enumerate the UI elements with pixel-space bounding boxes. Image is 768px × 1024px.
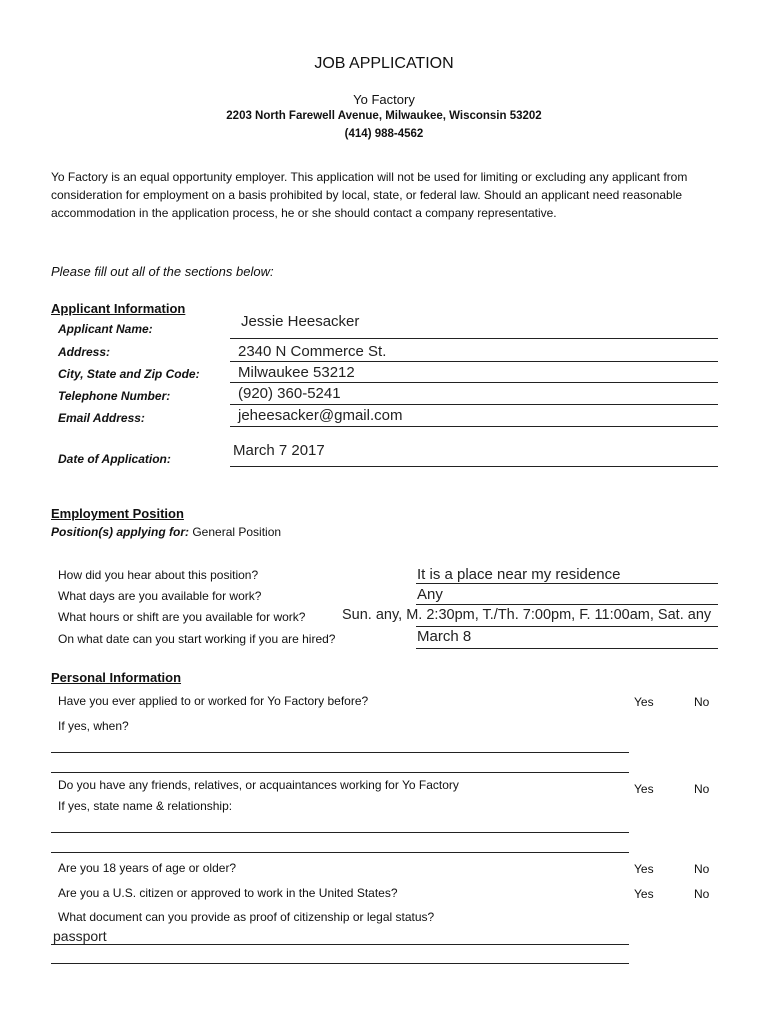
- personal-section-heading: Personal Information: [51, 670, 182, 685]
- applied-when-line-2: [51, 772, 629, 773]
- position-label: Position(s) applying for:: [51, 525, 189, 539]
- question-applied-when: If yes, when?: [58, 719, 129, 733]
- answer-hear-line: [416, 583, 718, 584]
- question-age: Are you 18 years of age or older?: [58, 861, 237, 875]
- friends-no-option[interactable]: No: [694, 782, 710, 796]
- applicant-name-value[interactable]: Jessie Heesacker: [241, 313, 360, 330]
- city-label: City, State and Zip Code:: [58, 367, 200, 381]
- address-label: Address:: [58, 345, 111, 359]
- applicant-section-heading: Applicant Information: [51, 301, 186, 316]
- question-applied: Have you ever applied to or worked for Yo Factory before?: [58, 694, 369, 708]
- applied-when-line-1: [51, 752, 629, 753]
- applicant-name-line: [230, 338, 718, 339]
- date-label: Date of Application:: [58, 452, 171, 466]
- friends-detail-line-2: [51, 852, 629, 853]
- email-label: Email Address:: [58, 411, 145, 425]
- question-days: What days are you available for work?: [58, 589, 262, 603]
- friends-detail-line-1: [51, 832, 629, 833]
- company-name: Yo Factory: [353, 92, 415, 107]
- city-value[interactable]: Milwaukee 53212: [238, 364, 355, 381]
- answer-hear[interactable]: It is a place near my residence: [417, 566, 621, 583]
- phone-label: Telephone Number:: [58, 389, 171, 403]
- company-address: 2203 North Farewell Avenue, Milwaukee, Wisconsin 53202: [226, 110, 542, 122]
- question-citizen: Are you a U.S. citizen or approved to work in the United States?: [58, 886, 398, 900]
- friends-yes-option[interactable]: Yes: [634, 782, 654, 796]
- employment-section-heading: Employment Position: [51, 506, 184, 521]
- phone-line: [230, 404, 718, 405]
- answer-hours-line: [416, 626, 718, 627]
- email-value[interactable]: jeheesacker@gmail.com: [238, 407, 403, 424]
- answer-hours[interactable]: Sun. any, M. 2:30pm, T./Th. 7:00pm, F. 11:00am, Sat. any: [342, 607, 712, 623]
- address-line: [230, 361, 718, 362]
- applied-yes-option[interactable]: Yes: [634, 695, 654, 709]
- question-friends-detail: If yes, state name & relationship:: [58, 799, 233, 813]
- question-hours: What hours or shift are you available for work?: [58, 610, 306, 624]
- instructions: Please fill out all of the sections below:: [51, 264, 274, 279]
- email-line: [230, 426, 718, 427]
- answer-days[interactable]: Any: [417, 586, 443, 603]
- date-line: [230, 466, 718, 467]
- answer-document[interactable]: passport: [53, 928, 107, 944]
- page-title: JOB APPLICATION: [314, 55, 454, 72]
- position-row: [51, 525, 281, 539]
- document-line-1: [51, 944, 629, 945]
- city-line: [230, 382, 718, 383]
- citizen-yes-option[interactable]: Yes: [634, 887, 654, 901]
- company-phone: (414) 988-4562: [344, 128, 424, 140]
- position-value: General Position: [192, 525, 282, 539]
- age-yes-option[interactable]: Yes: [634, 862, 654, 876]
- document-line-2: [51, 963, 629, 964]
- address-value[interactable]: 2340 N Commerce St.: [238, 343, 387, 360]
- answer-days-line: [416, 604, 718, 605]
- question-hear: How did you hear about this position?: [58, 568, 259, 582]
- age-no-option[interactable]: No: [694, 862, 710, 876]
- phone-value[interactable]: (920) 360-5241: [238, 385, 341, 402]
- answer-start-line: [416, 648, 718, 649]
- date-value[interactable]: March 7 2017: [233, 442, 325, 459]
- applicant-name-label: Applicant Name:: [58, 322, 153, 336]
- question-start: On what date can you start working if you are hired?: [58, 632, 336, 646]
- applied-no-option[interactable]: No: [694, 695, 710, 709]
- intro-paragraph: Yo Factory is an equal opportunity employer. This application will not be used for limiting or excluding any applicant from consideration for employment on a basis prohibited by local, state, or federal law. Should an applicant need reasonable accommodation in the application process, he or she should contact a company representative.: [51, 170, 688, 220]
- question-friends: Do you have any friends, relatives, or acquaintances working for Yo Factory: [58, 778, 459, 792]
- citizen-no-option[interactable]: No: [694, 887, 710, 901]
- question-document: What document can you provide as proof of citizenship or legal status?: [58, 910, 435, 924]
- answer-start[interactable]: March 8: [417, 628, 472, 645]
